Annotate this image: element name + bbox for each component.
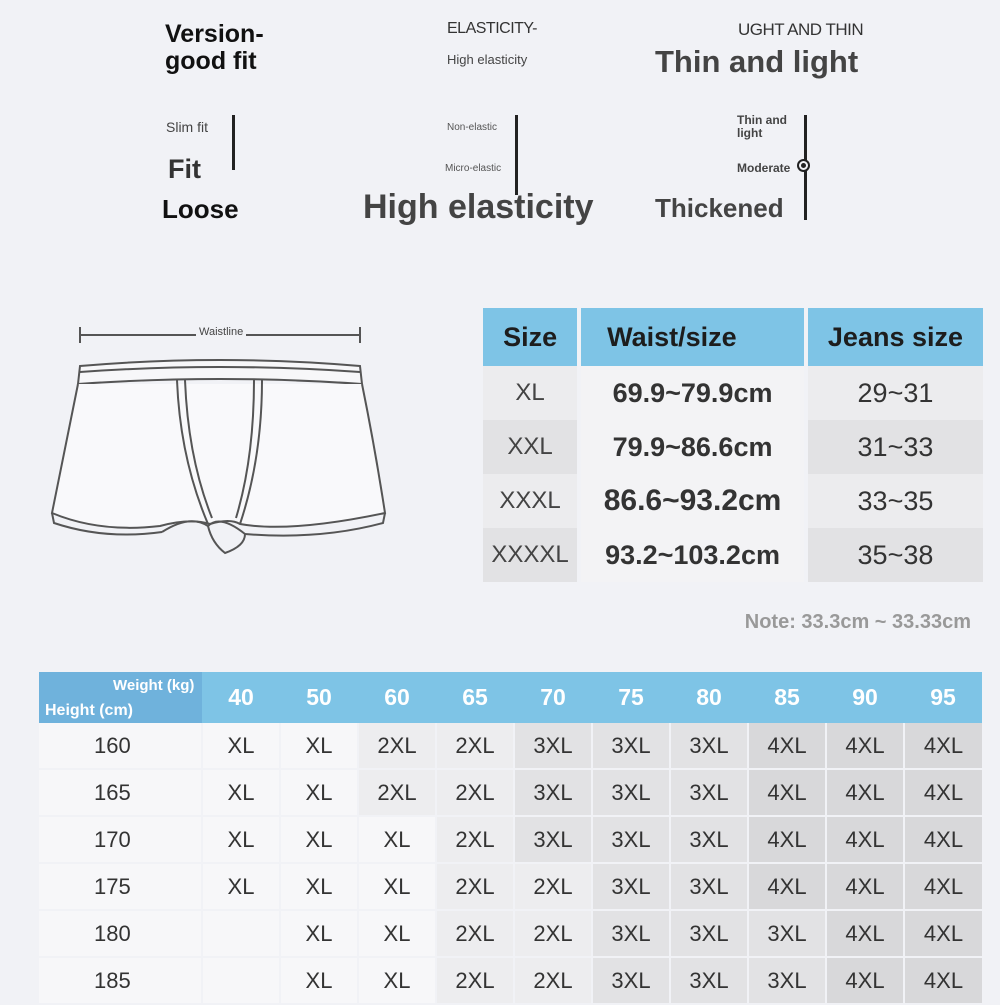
elasticity-title: ELASTICITY- bbox=[447, 20, 537, 37]
waist-cell: 93.2~103.2cm bbox=[579, 528, 806, 582]
grid-size-cell: XL bbox=[280, 723, 358, 769]
grid-height-label: 170 bbox=[39, 816, 202, 863]
grid-row bbox=[39, 910, 982, 957]
thickness-scale-mid: Moderate bbox=[737, 161, 791, 175]
jeans-cell: 31~33 bbox=[806, 420, 983, 474]
grid-row bbox=[39, 863, 982, 910]
elasticity-scale-mid: Micro-elastic bbox=[445, 163, 502, 174]
grid-header-row bbox=[39, 672, 982, 723]
version-scale-top: Slim fit bbox=[166, 119, 208, 135]
grid-height-label: 175 bbox=[39, 863, 202, 910]
grid-size-cell: 4XL bbox=[826, 910, 904, 957]
grid-size-cell: 2XL bbox=[358, 723, 436, 769]
grid-weight-header: 40 bbox=[202, 672, 280, 723]
grid-weight-header: 65 bbox=[436, 672, 514, 723]
elasticity-scale-line bbox=[515, 115, 518, 195]
size-cell: XXXXL bbox=[483, 528, 579, 582]
grid-size-cell: 4XL bbox=[826, 723, 904, 769]
grid-size-cell: 4XL bbox=[904, 723, 982, 769]
grid-size-cell: 3XL bbox=[670, 816, 748, 863]
version-scale-line bbox=[232, 115, 235, 170]
grid-size-cell: 3XL bbox=[514, 769, 592, 816]
grid-size-cell: 3XL bbox=[514, 723, 592, 769]
grid-size-cell: 4XL bbox=[826, 769, 904, 816]
grid-height-label: 160 bbox=[39, 723, 202, 769]
grid-size-cell bbox=[202, 957, 280, 1004]
grid-size-cell: 4XL bbox=[748, 816, 826, 863]
size-cell: XXXL bbox=[483, 474, 579, 528]
size-table-header-row bbox=[483, 308, 983, 366]
grid-weight-header: 80 bbox=[670, 672, 748, 723]
grid-size-cell: 2XL bbox=[436, 863, 514, 910]
grid-height-label: 165 bbox=[39, 769, 202, 816]
version-title-line2: good fit bbox=[165, 47, 257, 75]
elasticity-subtitle: High elasticity bbox=[447, 52, 528, 67]
thickness-scale-bottom: Thickened bbox=[655, 193, 784, 223]
grid-size-cell: XL bbox=[280, 863, 358, 910]
grid-size-cell: 4XL bbox=[748, 863, 826, 910]
grid-size-cell: 4XL bbox=[826, 816, 904, 863]
grid-size-cell: 2XL bbox=[436, 910, 514, 957]
grid-size-cell: XL bbox=[202, 816, 280, 863]
grid-size-cell bbox=[202, 910, 280, 957]
grid-size-cell: XL bbox=[280, 816, 358, 863]
grid-weight-header: 50 bbox=[280, 672, 358, 723]
waist-cell: 86.6~93.2cm bbox=[579, 474, 806, 528]
grid-size-cell: 3XL bbox=[592, 816, 670, 863]
grid-size-cell: 2XL bbox=[436, 723, 514, 769]
thickness-scale-top: Thin and light bbox=[737, 113, 787, 140]
size-table-row bbox=[483, 366, 983, 420]
boxer-brief-diagram bbox=[40, 318, 400, 568]
grid-weight-header: 75 bbox=[592, 672, 670, 723]
grid-size-cell: 4XL bbox=[904, 910, 982, 957]
size-note: Note: 33.3cm ~ 33.33cm bbox=[744, 611, 971, 633]
grid-size-cell: XL bbox=[202, 723, 280, 769]
grid-size-cell: 2XL bbox=[514, 863, 592, 910]
grid-size-cell: 3XL bbox=[748, 910, 826, 957]
waistline-label: Waistline bbox=[196, 326, 246, 338]
grid-size-cell: 3XL bbox=[592, 723, 670, 769]
grid-size-cell: 3XL bbox=[592, 957, 670, 1004]
grid-corner-weight: Weight (kg) bbox=[113, 677, 195, 694]
grid-row bbox=[39, 816, 982, 863]
grid-size-cell: XL bbox=[202, 769, 280, 816]
grid-weight-header: 95 bbox=[904, 672, 982, 723]
size-table-header-waist: Waist/size bbox=[579, 308, 806, 366]
grid-size-cell: 3XL bbox=[670, 863, 748, 910]
grid-weight-header: 90 bbox=[826, 672, 904, 723]
size-table-row bbox=[483, 528, 983, 582]
thickness-subtitle: Thin and light bbox=[655, 44, 859, 79]
size-cell: XL bbox=[483, 366, 579, 420]
grid-weight-header: 85 bbox=[748, 672, 826, 723]
grid-size-cell: 3XL bbox=[748, 957, 826, 1004]
grid-corner bbox=[39, 672, 202, 723]
grid-size-cell: 2XL bbox=[514, 910, 592, 957]
grid-size-cell: 4XL bbox=[904, 769, 982, 816]
grid-size-cell: 2XL bbox=[436, 957, 514, 1004]
grid-size-cell: 2XL bbox=[436, 769, 514, 816]
grid-row bbox=[39, 723, 982, 769]
grid-size-cell: 4XL bbox=[826, 863, 904, 910]
grid-row bbox=[39, 957, 982, 1004]
grid-size-cell: XL bbox=[358, 863, 436, 910]
grid-size-cell: 2XL bbox=[436, 816, 514, 863]
size-cell: XXL bbox=[483, 420, 579, 474]
waist-cell: 69.9~79.9cm bbox=[579, 366, 806, 420]
grid-row bbox=[39, 769, 982, 816]
jeans-cell: 33~35 bbox=[806, 474, 983, 528]
grid-size-cell: 3XL bbox=[670, 723, 748, 769]
grid-size-cell: 3XL bbox=[670, 957, 748, 1004]
waist-cell: 79.9~86.6cm bbox=[579, 420, 806, 474]
grid-height-label: 180 bbox=[39, 910, 202, 957]
jeans-cell: 35~38 bbox=[806, 528, 983, 582]
grid-size-cell: 4XL bbox=[904, 816, 982, 863]
grid-size-cell: 2XL bbox=[358, 769, 436, 816]
version-title-line1: Version- bbox=[165, 20, 264, 48]
version-scale-bottom: Loose bbox=[162, 194, 239, 224]
grid-size-cell: 4XL bbox=[748, 769, 826, 816]
grid-size-cell: 2XL bbox=[514, 957, 592, 1004]
grid-height-label: 185 bbox=[39, 957, 202, 1004]
grid-size-cell: XL bbox=[280, 769, 358, 816]
grid-size-cell: 3XL bbox=[592, 769, 670, 816]
grid-size-cell: 4XL bbox=[826, 957, 904, 1004]
grid-size-cell: XL bbox=[358, 816, 436, 863]
size-table-header-jeans: Jeans size bbox=[806, 308, 983, 366]
grid-size-cell: XL bbox=[280, 910, 358, 957]
grid-weight-header: 60 bbox=[358, 672, 436, 723]
thickness-title: UGHT AND THIN bbox=[738, 20, 864, 39]
grid-size-cell: 3XL bbox=[592, 863, 670, 910]
size-table-row bbox=[483, 474, 983, 528]
version-scale-mid: Fit bbox=[168, 154, 201, 184]
size-table-header-size: Size bbox=[483, 308, 579, 366]
grid-size-cell: 3XL bbox=[514, 816, 592, 863]
grid-size-cell: 4XL bbox=[904, 863, 982, 910]
grid-size-cell: XL bbox=[358, 910, 436, 957]
grid-size-cell: XL bbox=[358, 957, 436, 1004]
size-table bbox=[483, 308, 983, 582]
grid-corner-height: Height (cm) bbox=[45, 702, 133, 719]
height-weight-size-grid bbox=[39, 672, 982, 1005]
grid-size-cell: XL bbox=[280, 957, 358, 1004]
grid-size-cell: 3XL bbox=[670, 769, 748, 816]
grid-size-cell: 4XL bbox=[748, 723, 826, 769]
grid-size-cell: XL bbox=[202, 863, 280, 910]
grid-size-cell: 4XL bbox=[904, 957, 982, 1004]
grid-size-cell: 3XL bbox=[670, 910, 748, 957]
jeans-cell: 29~31 bbox=[806, 366, 983, 420]
elasticity-scale-top: Non-elastic bbox=[447, 122, 498, 133]
elasticity-scale-bottom: High elasticity bbox=[363, 188, 594, 226]
grid-size-cell: 3XL bbox=[592, 910, 670, 957]
thickness-scale-marker bbox=[797, 159, 810, 172]
size-table-row bbox=[483, 420, 983, 474]
grid-weight-header: 70 bbox=[514, 672, 592, 723]
